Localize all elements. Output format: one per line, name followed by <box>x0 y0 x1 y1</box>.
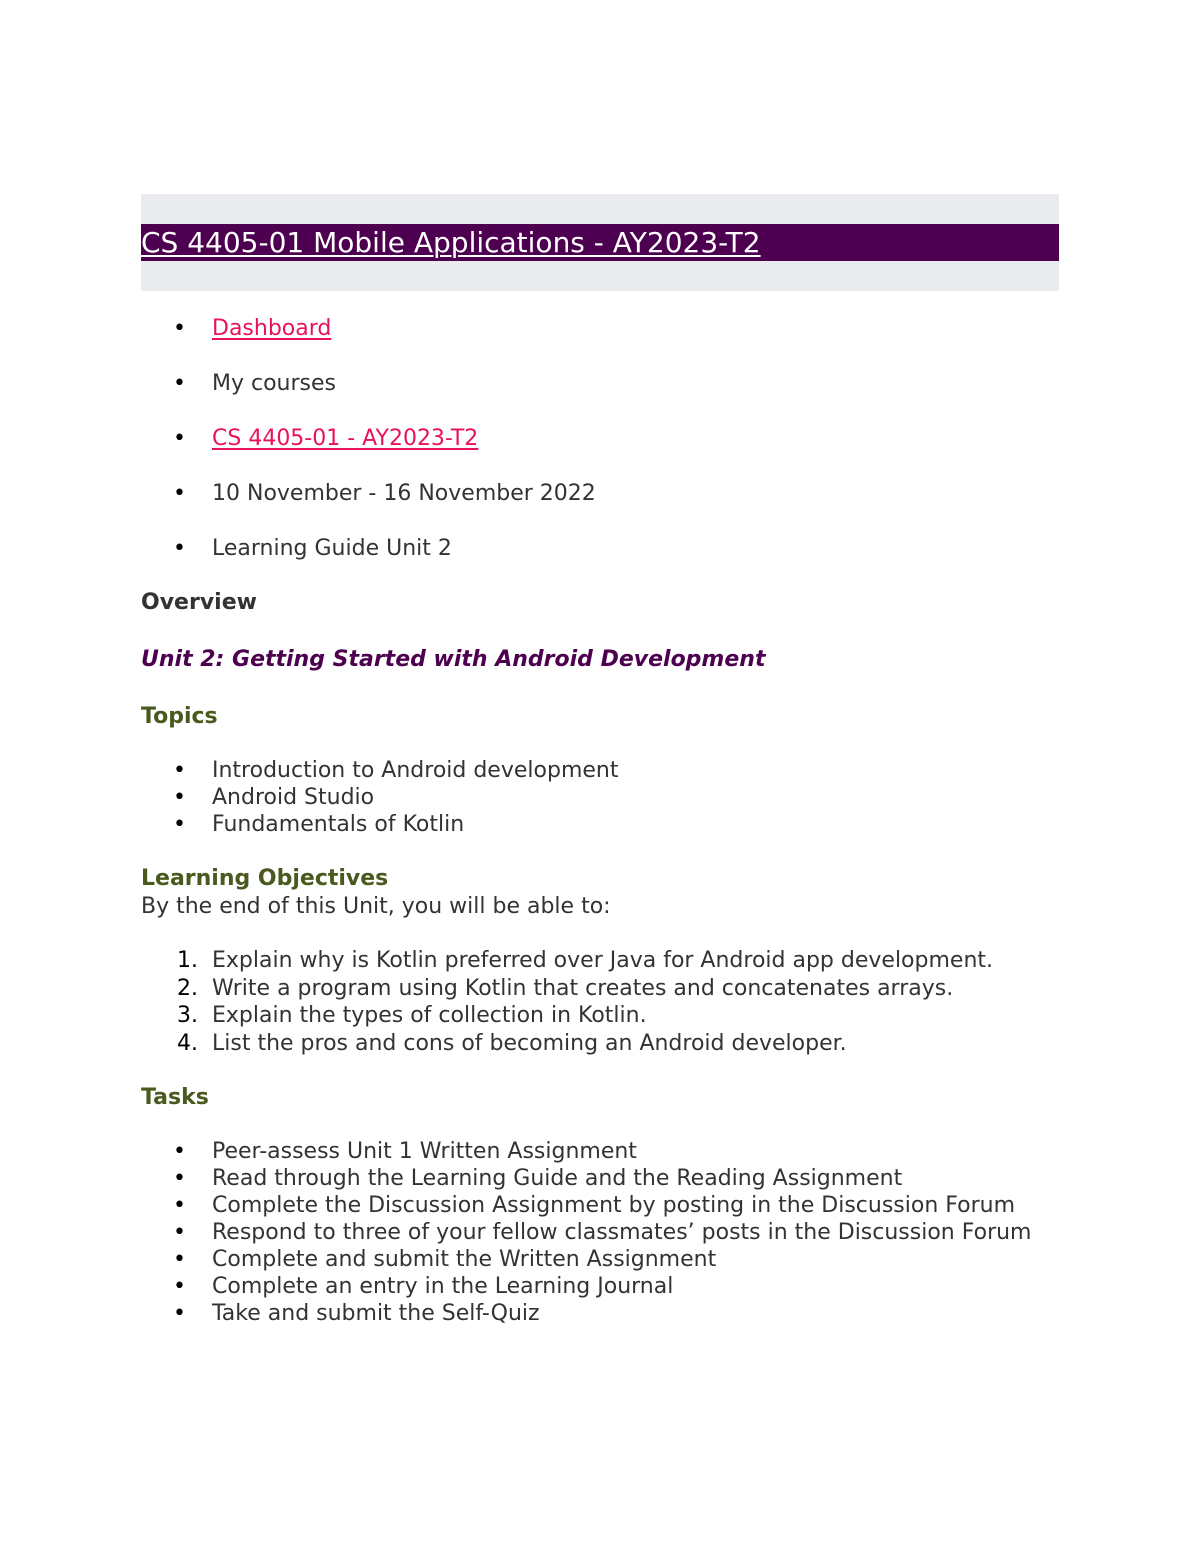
breadcrumb-label: 10 November - 16 November 2022 <box>212 481 596 506</box>
breadcrumb-link[interactable]: CS 4405-01 - AY2023-T2 <box>212 426 479 451</box>
breadcrumb-label: My courses <box>212 371 336 396</box>
list-item <box>141 1002 1059 1030</box>
list-text: Write a program using Kotlin that creates and concatenates arrays. <box>212 975 954 1001</box>
page-header <box>141 194 1059 291</box>
breadcrumb-item-guide <box>141 535 1059 563</box>
breadcrumb-label: Learning Guide Unit 2 <box>212 536 452 561</box>
list-item: • Read through the Learning Guide and the Reading Assignment <box>141 1165 1059 1192</box>
breadcrumb <box>141 315 1059 563</box>
list-item: • Peer-assess Unit 1 Written Assignment <box>141 1138 1059 1165</box>
title-bar <box>141 224 1059 261</box>
objectives-list <box>141 947 1059 1057</box>
list-text: Explain the types of collection in Kotlin. <box>212 1003 647 1028</box>
list-item: • Introduction to Android development <box>141 757 1059 784</box>
list-text: List the pros and cons of becoming an Android developer. <box>212 1030 847 1056</box>
overview-heading: Overview <box>141 590 257 615</box>
breadcrumb-item-week <box>141 480 1059 508</box>
list-number: 2. <box>177 975 198 1001</box>
objectives-intro: By the end of this Unit, you will be able to: <box>141 894 611 919</box>
course-title-link[interactable]: CS 4405-01 Mobile Applications - AY2023-T2 <box>141 226 761 259</box>
list-item: • Respond to three of your fellow classmates’ posts in the Discussion Forum <box>141 1219 1059 1246</box>
list-item: • Take and submit the Self-Quiz <box>141 1300 1059 1327</box>
document-page <box>141 194 1059 1327</box>
list-text: Explain why is Kotlin preferred over Java for Android app development. <box>212 948 994 973</box>
list-item: • Android Studio <box>141 784 1059 811</box>
list-item <box>141 947 1059 975</box>
breadcrumb-item-my-courses <box>141 370 1059 398</box>
list-number: 1. <box>177 948 198 973</box>
list-item: • Complete and submit the Written Assignment <box>141 1246 1059 1273</box>
unit-heading: Unit 2: Getting Started with Android Development <box>141 647 766 672</box>
objectives-heading: Learning Objectives <box>141 866 389 891</box>
tasks-list <box>141 1138 1059 1327</box>
topics-list <box>141 757 1059 838</box>
topics-heading: Topics <box>141 704 218 729</box>
breadcrumb-item-course[interactable] <box>141 425 1059 453</box>
list-item <box>141 1030 1059 1058</box>
breadcrumb-link[interactable]: Dashboard <box>212 316 332 341</box>
list-item: • Fundamentals of Kotlin <box>141 811 1059 838</box>
list-item: • Complete the Discussion Assignment by posting in the Discussion Forum <box>141 1192 1059 1219</box>
list-item: • Complete an entry in the Learning Journal <box>141 1273 1059 1300</box>
list-number: 4. <box>177 1030 198 1056</box>
list-item <box>141 975 1059 1003</box>
list-number: 3. <box>177 1003 198 1028</box>
tasks-heading: Tasks <box>141 1085 209 1110</box>
breadcrumb-item-dashboard[interactable] <box>141 315 1059 343</box>
